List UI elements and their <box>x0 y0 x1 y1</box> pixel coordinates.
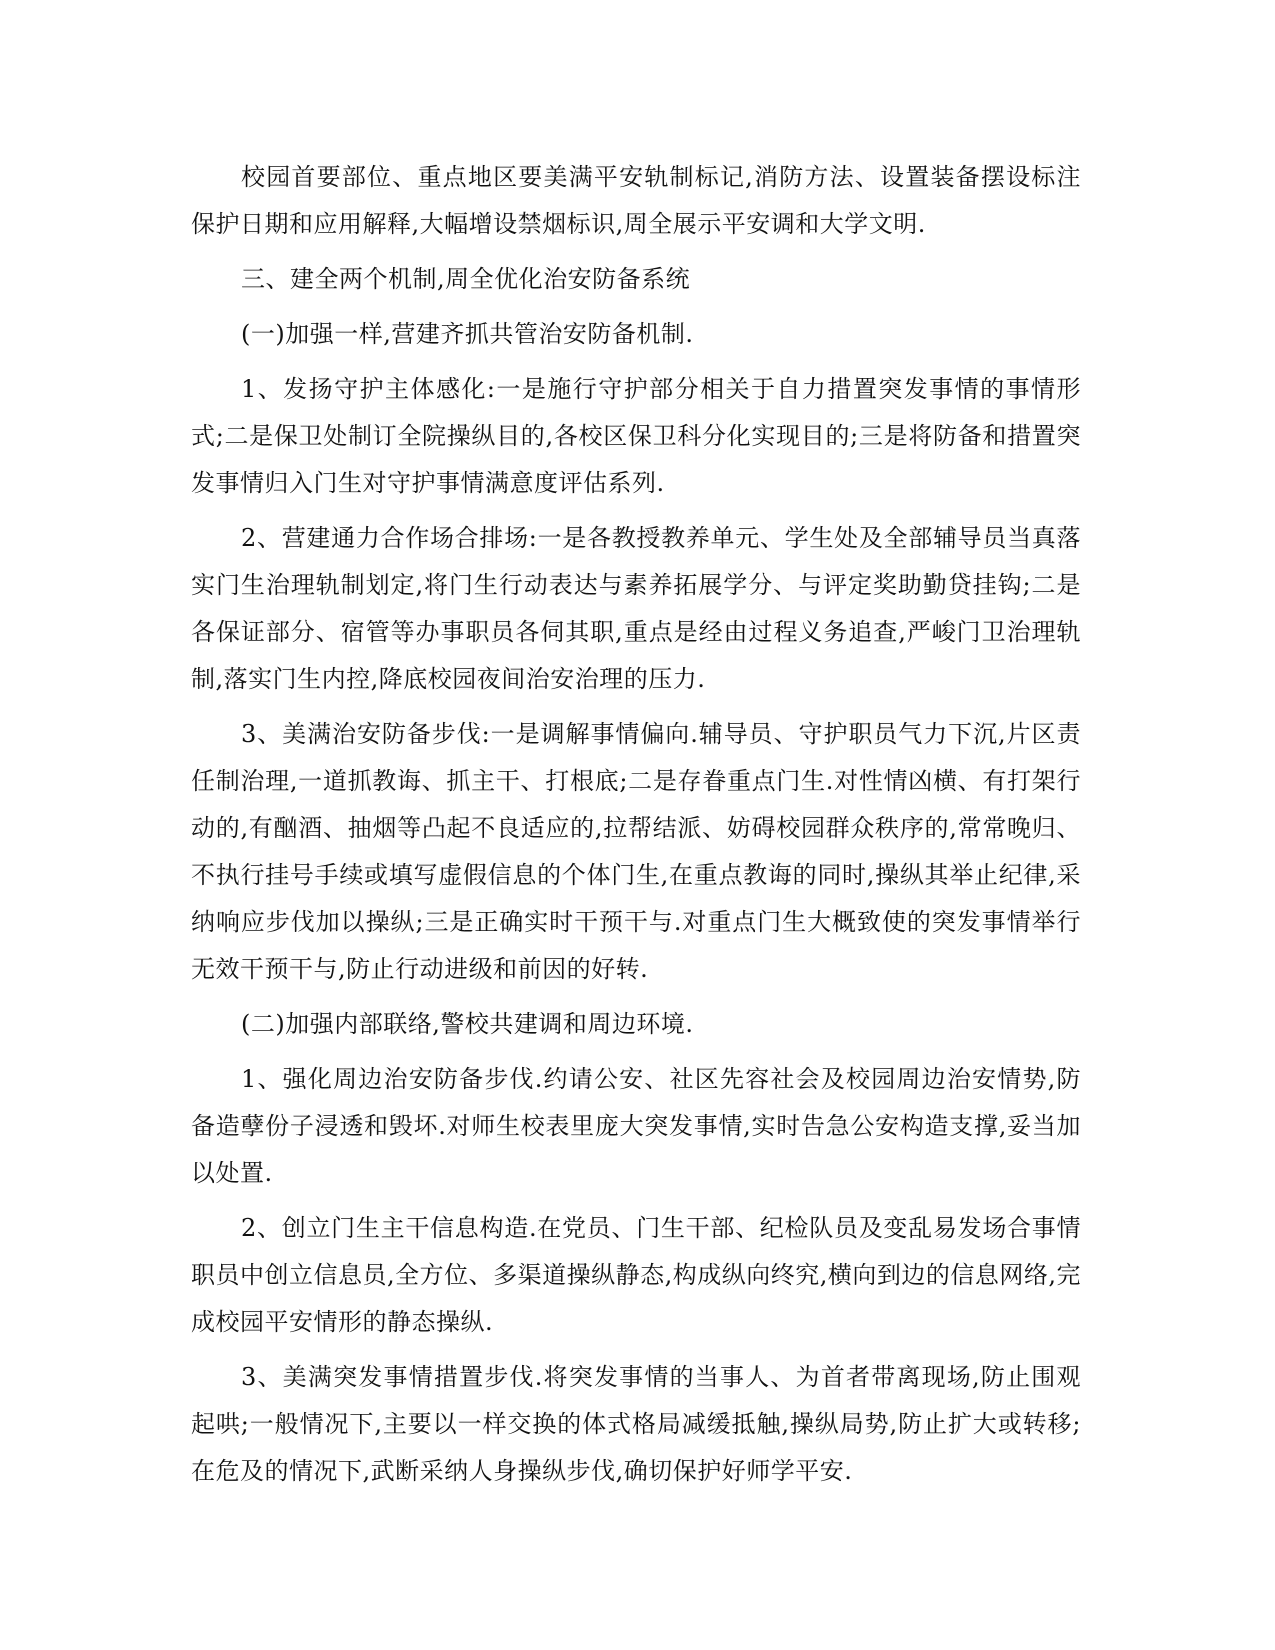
paragraph-item-1-surrounding-security: 1、强化周边治安防备步伐.约请公安、社区先容社会及校园周边治安情势,防备造孽份子浸透和毁坏.对师生校表里庞大突发事情,实时告急公安构造支撑,妥当加以处置. <box>191 1065 1081 1187</box>
paragraph-item-2-info-network: 2、创立门生主干信息构造.在党员、门生干部、纪检队员及变乱易发场合事情职员中创立信息员,全方位、多渠道操纵静态,构成纵向终究,横向到边的信息网络,完成校园平安情形的静态操纵. <box>191 1214 1082 1336</box>
paragraph-item-2-cooperation: 2、营建通力合作场合排场:一是各教授教养单元、学生处及全部辅导员当真落实门生治理轨制划定,将门生行动表达与素养拓展学分、与评定奖助勤贷挂钩;二是各保证部分、宿管等办事职员各伺其职,重点是经由过程义务追查,严峻门卫治理轨制,落实门生内控,降底校园夜间治安治理的压力. <box>191 524 1081 693</box>
paragraph-item-3-emergency-handling: 3、美满突发事情措置步伐.将突发事情的当事人、为首者带离现场,防止围观起哄;一般情况下,主要以一样交换的体式格局减缓抵触,操纵局势,防止扩大或转移;在危及的情况下,武断采纳人身操纵步伐,确切保护好师学平安. <box>191 1363 1081 1485</box>
paragraph-item-3-prevention-measures: 3、美满治安防备步伐:一是调解事情偏向.辅导员、守护职员气力下沉,片区责任制治理,一道抓教诲、抓主干、打根底;二是存眷重点门生.对性情凶横、有打架行动的,有酗酒、抽烟等凸起不良适应的,拉帮结派、妨碍校园群众秩序的,常常晚归、不执行挂号手续或填写虚假信息的个体门生,在重点教诲的同时,操纵其举止纪律,采纳响应步伐加以操纵;三是正确实时干预干与.对重点门生大概致使的突发事情举行无效干预干与,防止行动进级和前因的好转. <box>191 720 1081 983</box>
paragraph-campus-safety-signs: 校园首要部位、重点地区要美满平安轨制标记,消防方法、设置装备摆设标注保护日期和应用解释,大幅增设禁烟标识,周全展示平安调和大学文明. <box>191 163 1081 238</box>
subheading-part-one: (一)加强一样,营建齐抓共管治安防备机制. <box>241 320 694 348</box>
heading-section-three: 三、建全两个机制,周全优化治安防备系统 <box>241 265 691 293</box>
document-body <box>191 154 1081 1503</box>
subheading-part-two: (二)加强内部联络,警校共建调和周边环境. <box>241 1010 694 1038</box>
paragraph-item-1-guardian-role: 1、发扬守护主体感化:一是施行守护部分相关于自力措置突发事情的事情形式;二是保卫处制订全院操纵目的,各校区保卫科分化实现目的;三是将防备和措置突发事情归入门生对守护事情满意度评估系列. <box>191 375 1081 497</box>
